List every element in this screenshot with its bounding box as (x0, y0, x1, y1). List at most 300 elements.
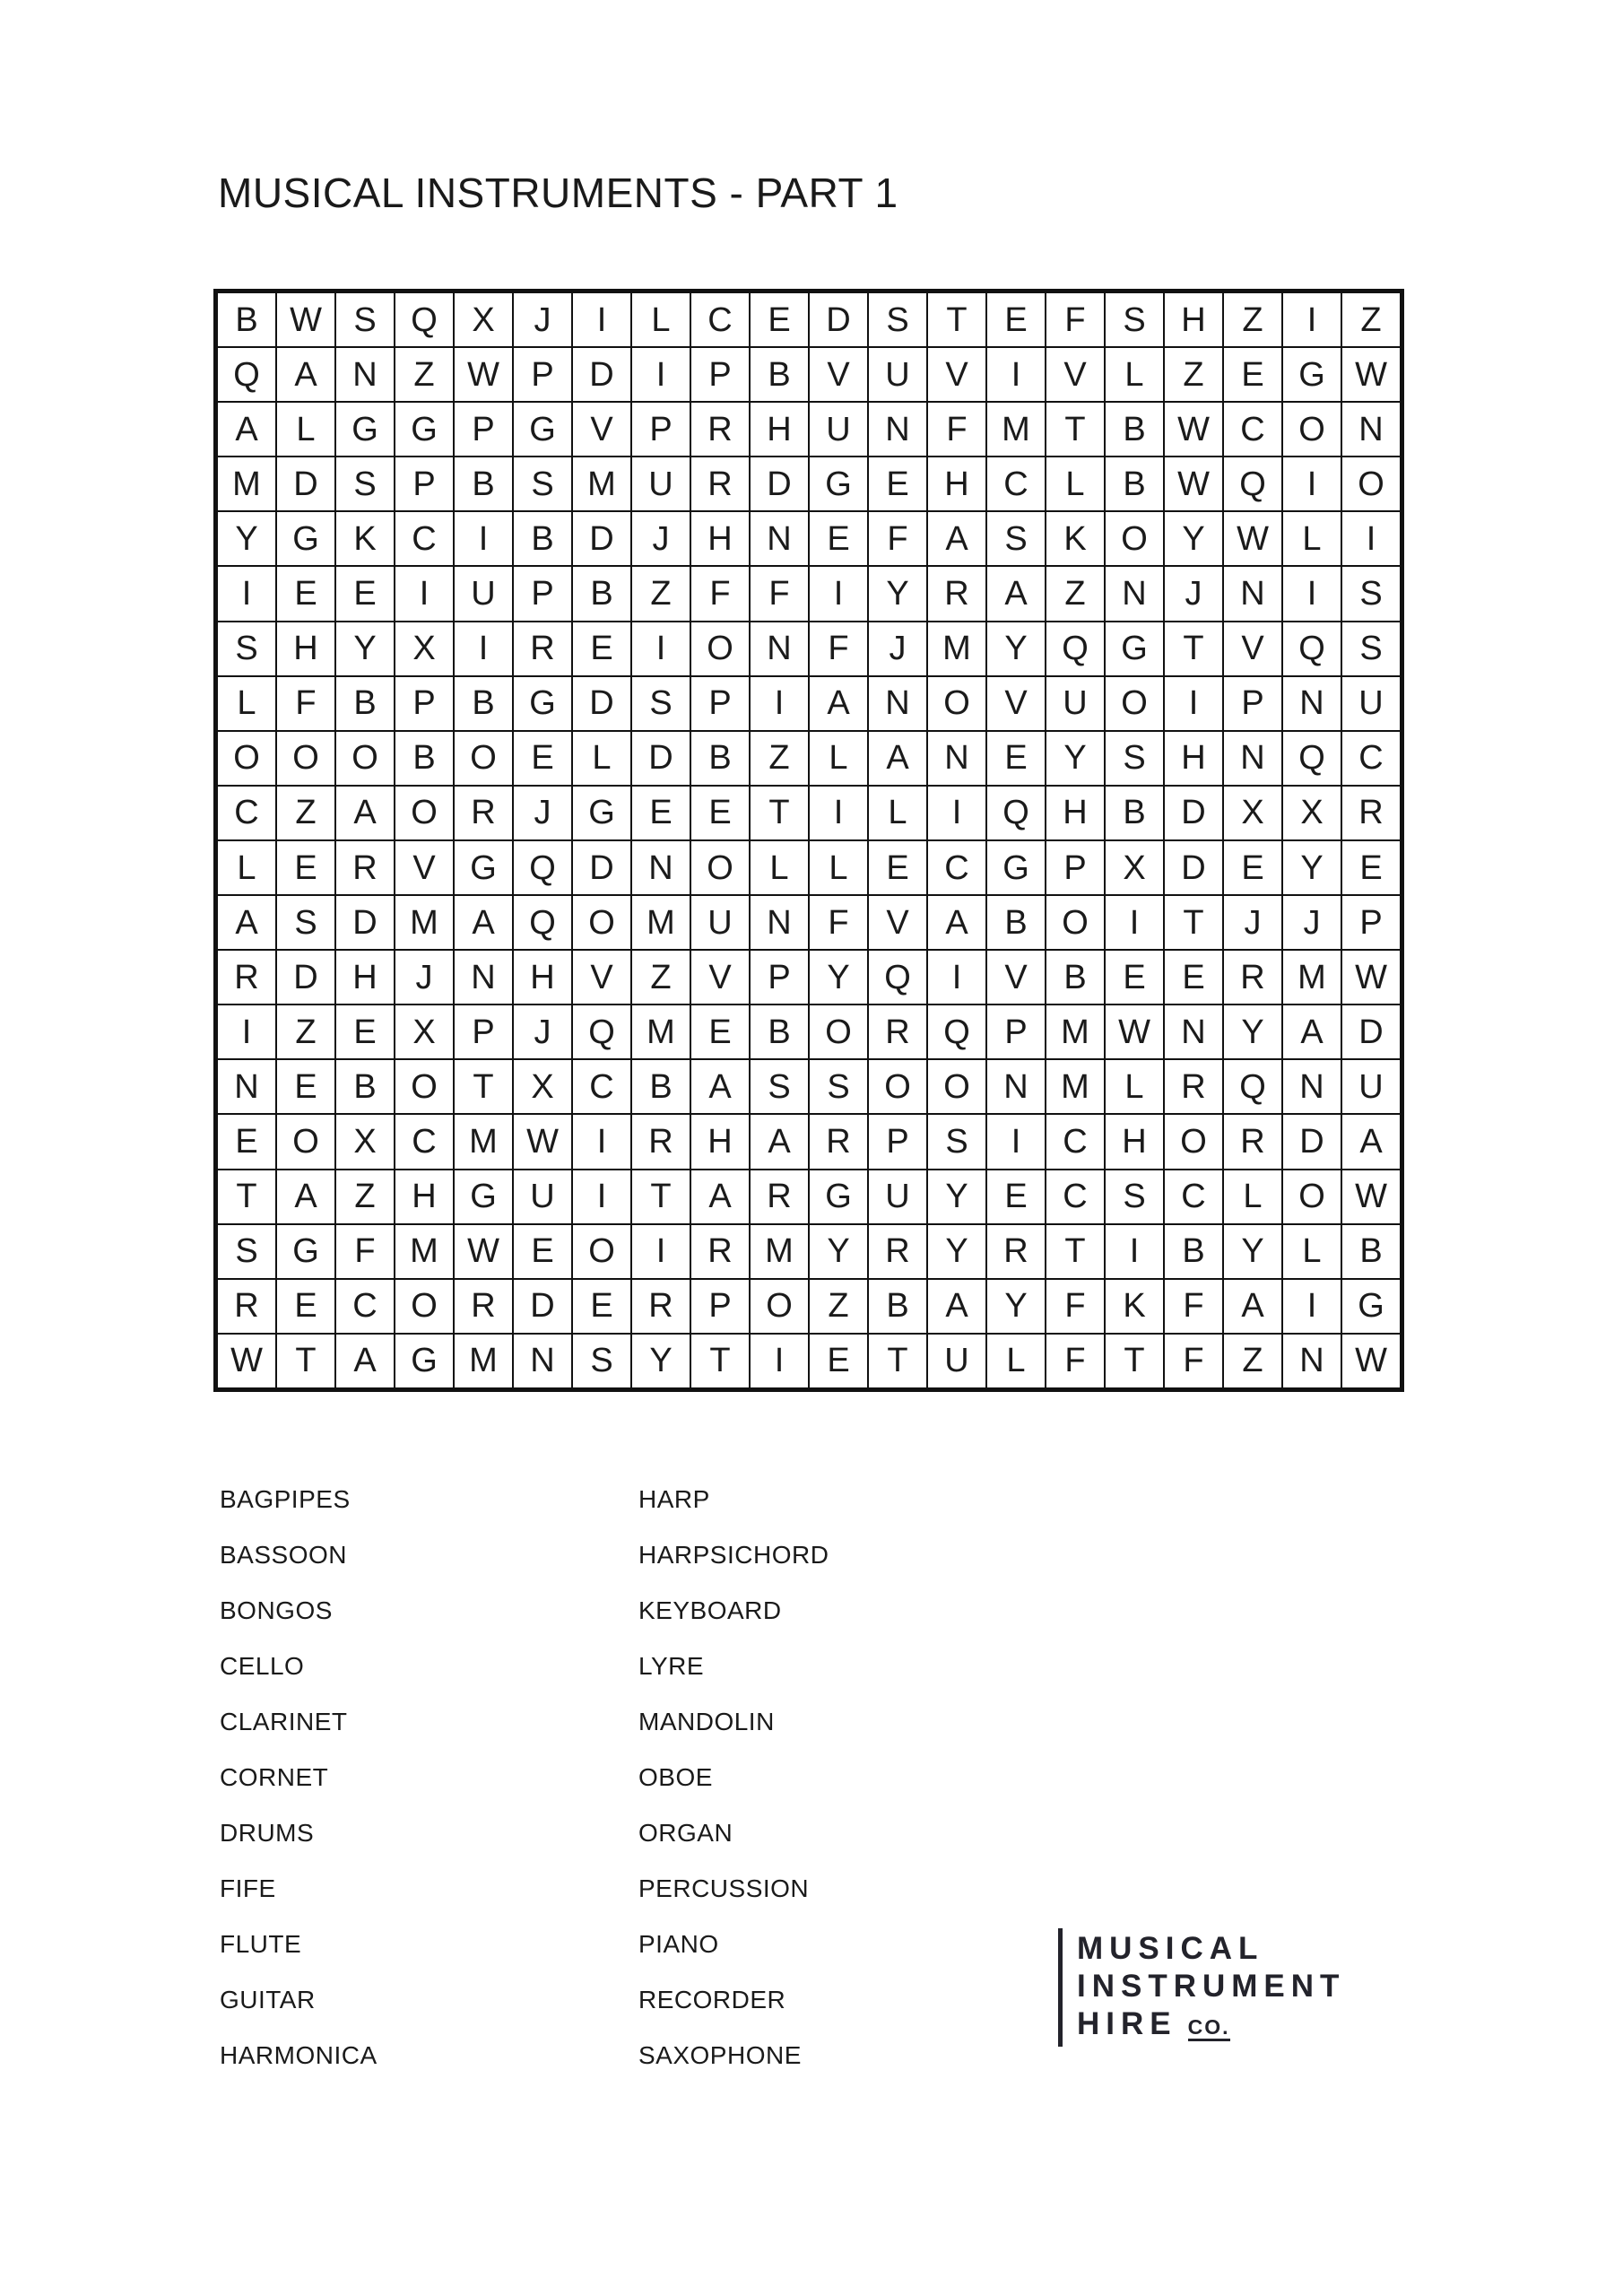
grid-cell: Y (987, 622, 1045, 675)
grid-cell: D (573, 512, 630, 565)
grid-cell: M (1046, 1060, 1104, 1113)
grid-cell: F (1046, 1280, 1104, 1333)
grid-cell: B (573, 567, 630, 620)
grid-cell: E (573, 622, 630, 675)
grid-cell: H (395, 1170, 453, 1223)
grid-cell: M (573, 457, 630, 510)
grid-cell: R (1224, 1115, 1281, 1168)
grid-cell: K (336, 512, 394, 565)
grid-cell: E (1342, 841, 1400, 894)
grid-cell: V (869, 896, 926, 949)
grid-cell: C (1165, 1170, 1222, 1223)
grid-cell: J (1165, 567, 1222, 620)
grid-cell: L (810, 841, 867, 894)
grid-cell: S (810, 1060, 867, 1113)
grid-cell: P (1342, 896, 1400, 949)
grid-cell: D (810, 293, 867, 346)
grid-cell: Z (1224, 293, 1281, 346)
grid-cell: D (632, 732, 690, 785)
grid-cell: Z (336, 1170, 394, 1223)
grid-cell: Z (632, 567, 690, 620)
grid-cell: Y (336, 622, 394, 675)
page-title: MUSICAL INSTRUMENTS - PART 1 (218, 170, 898, 216)
grid-cell: I (395, 567, 453, 620)
grid-cell: Y (1224, 1005, 1281, 1058)
grid-cell: H (277, 622, 334, 675)
grid-cell: N (751, 896, 808, 949)
grid-cell: S (1106, 293, 1163, 346)
grid-cell: O (928, 1060, 985, 1113)
grid-cell: E (277, 567, 334, 620)
grid-cell: R (218, 951, 275, 1004)
grid-cell: S (573, 1335, 630, 1387)
grid-cell: N (1224, 732, 1281, 785)
grid-cell: L (1283, 512, 1341, 565)
grid-cell: W (514, 1115, 571, 1168)
grid-cell: V (1046, 348, 1104, 401)
word-list-item: BAGPIPES (220, 1485, 351, 1513)
grid-cell: I (987, 1115, 1045, 1168)
grid-cell: Z (751, 732, 808, 785)
grid-cell: Y (928, 1225, 985, 1278)
grid-cell: D (277, 951, 334, 1004)
grid-cell: I (1165, 677, 1222, 730)
word-list-item: DRUMS (220, 1819, 315, 1847)
grid-cell: B (218, 293, 275, 346)
grid-cell: L (1283, 1225, 1341, 1278)
grid-cell: O (277, 732, 334, 785)
grid-cell: H (1106, 1115, 1163, 1168)
grid-cell: O (573, 1225, 630, 1278)
grid-cell: S (1342, 622, 1400, 675)
logo-hire-text: HIRE (1077, 2006, 1177, 2041)
grid-cell: B (1106, 403, 1163, 456)
grid-cell: G (810, 457, 867, 510)
grid-cell: S (987, 512, 1045, 565)
grid-cell: V (573, 951, 630, 1004)
grid-cell: Z (1342, 293, 1400, 346)
grid-cell: A (336, 787, 394, 839)
logo-line-musical: MUSICAL (1077, 1931, 1264, 1966)
grid-cell: E (277, 841, 334, 894)
grid-cell: R (810, 1115, 867, 1168)
grid-cell: Y (810, 1225, 867, 1278)
grid-cell: I (573, 293, 630, 346)
grid-cell: O (1283, 403, 1341, 456)
grid-cell: B (455, 457, 512, 510)
grid-cell: G (395, 403, 453, 456)
grid-cell: C (395, 512, 453, 565)
word-list-item: MANDOLIN (638, 1708, 775, 1735)
grid-cell: I (632, 1225, 690, 1278)
grid-cell: S (928, 1115, 985, 1168)
grid-cell: R (455, 1280, 512, 1333)
grid-cell: R (1165, 1060, 1222, 1113)
grid-cell: I (573, 1170, 630, 1223)
grid-cell: F (336, 1225, 394, 1278)
grid-cell: U (1342, 1060, 1400, 1113)
word-list-item: HARP (638, 1485, 710, 1513)
word-list-item: GUITAR (220, 1986, 316, 2013)
grid-cell: U (810, 403, 867, 456)
grid-cell: G (395, 1335, 453, 1387)
grid-cell: Y (218, 512, 275, 565)
grid-cell: F (928, 403, 985, 456)
grid-cell: A (1224, 1280, 1281, 1333)
grid-cell: G (987, 841, 1045, 894)
grid-cell: S (751, 1060, 808, 1113)
grid-cell: E (987, 1170, 1045, 1223)
grid-cell: R (869, 1005, 926, 1058)
grid-cell: O (277, 1115, 334, 1168)
grid-cell: W (1342, 348, 1400, 401)
grid-cell: Q (1046, 622, 1104, 675)
grid-cell: D (573, 677, 630, 730)
grid-cell: A (928, 896, 985, 949)
grid-cell: O (395, 787, 453, 839)
grid-cell: N (1283, 1060, 1341, 1113)
logo-co-text: CO. (1188, 2017, 1230, 2041)
grid-cell: L (218, 677, 275, 730)
grid-cell: V (810, 348, 867, 401)
grid-cell: G (514, 403, 571, 456)
grid-cell: F (869, 512, 926, 565)
grid-cell: B (751, 1005, 808, 1058)
grid-cell: J (514, 293, 571, 346)
grid-cell: F (1165, 1280, 1222, 1333)
grid-cell: L (1106, 1060, 1163, 1113)
grid-cell: E (810, 512, 867, 565)
grid-cell: N (514, 1335, 571, 1387)
grid-cell: N (1283, 677, 1341, 730)
grid-cell: O (573, 896, 630, 949)
grid-cell: V (395, 841, 453, 894)
word-search-grid (213, 289, 1404, 1392)
grid-cell: M (928, 622, 985, 675)
grid-cell: B (1106, 457, 1163, 510)
grid-cell: T (1046, 1225, 1104, 1278)
grid-cell: O (395, 1280, 453, 1333)
grid-cell: M (632, 1005, 690, 1058)
grid-cell: L (1224, 1170, 1281, 1223)
grid-cell: A (336, 1335, 394, 1387)
grid-cell: Q (1283, 732, 1341, 785)
grid-cell: A (277, 348, 334, 401)
grid-cell: X (1224, 787, 1281, 839)
grid-cell: L (1106, 348, 1163, 401)
grid-cell: B (1106, 787, 1163, 839)
grid-cell: E (514, 732, 571, 785)
grid-cell: W (218, 1335, 275, 1387)
grid-cell: N (218, 1060, 275, 1113)
grid-cell: U (455, 567, 512, 620)
grid-cell: C (573, 1060, 630, 1113)
grid-cell: X (395, 1005, 453, 1058)
grid-cell: S (869, 293, 926, 346)
grid-cell: B (514, 512, 571, 565)
grid-cell: I (928, 951, 985, 1004)
grid-cell: I (632, 622, 690, 675)
grid-cell: O (218, 732, 275, 785)
grid-cell: E (514, 1225, 571, 1278)
grid-cell: J (395, 951, 453, 1004)
grid-cell: L (987, 1335, 1045, 1387)
grid-cell: O (1283, 1170, 1341, 1223)
grid-cell: N (869, 403, 926, 456)
grid-cell: T (869, 1335, 926, 1387)
word-list-item: FIFE (220, 1874, 276, 1902)
grid-cell: V (928, 348, 985, 401)
grid-cell: J (514, 787, 571, 839)
grid-cell: Q (928, 1005, 985, 1058)
grid-cell: N (1165, 1005, 1222, 1058)
grid-cell: P (691, 1280, 749, 1333)
grid-cell: V (691, 951, 749, 1004)
grid-cell: N (1106, 567, 1163, 620)
grid-cell: M (455, 1115, 512, 1168)
grid-cell: E (573, 1280, 630, 1333)
grid-cell: E (1165, 951, 1222, 1004)
grid-cell: G (277, 1225, 334, 1278)
grid-cell: A (1342, 1115, 1400, 1168)
grid-cell: L (1046, 457, 1104, 510)
grid-cell: N (336, 348, 394, 401)
grid-cell: M (218, 457, 275, 510)
grid-cell: C (928, 841, 985, 894)
grid-cell: B (1342, 1225, 1400, 1278)
grid-cell: E (751, 293, 808, 346)
grid-cell: M (751, 1225, 808, 1278)
word-list-item: BONGOS (220, 1596, 333, 1624)
grid-cell: B (395, 732, 453, 785)
grid-cell: P (455, 403, 512, 456)
grid-cell: O (691, 841, 749, 894)
grid-cell: T (277, 1335, 334, 1387)
grid-cell: R (218, 1280, 275, 1333)
grid-cell: V (987, 677, 1045, 730)
grid-cell: T (928, 293, 985, 346)
grid-cell: N (987, 1060, 1045, 1113)
grid-cell: C (218, 787, 275, 839)
grid-cell: Y (1046, 732, 1104, 785)
grid-cell: J (1283, 896, 1341, 949)
grid-cell: T (1046, 403, 1104, 456)
grid-cell: D (1165, 841, 1222, 894)
grid-cell: C (987, 457, 1045, 510)
grid-cell: Y (1224, 1225, 1281, 1278)
grid-cell: K (1046, 512, 1104, 565)
grid-cell: X (395, 622, 453, 675)
grid-cell: Q (1224, 457, 1281, 510)
grid-cell: D (573, 841, 630, 894)
grid-cell: G (1342, 1280, 1400, 1333)
grid-cell: G (1106, 622, 1163, 675)
grid-cell: I (455, 512, 512, 565)
word-list-item: PERCUSSION (638, 1874, 810, 1902)
grid-cell: G (1283, 348, 1341, 401)
grid-cell: Q (987, 787, 1045, 839)
grid-cell: A (691, 1060, 749, 1113)
grid-cell: C (336, 1280, 394, 1333)
grid-cell: W (1165, 457, 1222, 510)
grid-cell: Z (632, 951, 690, 1004)
grid-cell: Y (928, 1170, 985, 1223)
grid-cell: W (1165, 403, 1222, 456)
grid-cell: G (514, 677, 571, 730)
word-list-item: RECORDER (638, 1986, 786, 2013)
grid-cell: L (632, 293, 690, 346)
grid-cell: O (1106, 512, 1163, 565)
grid-cell: P (1224, 677, 1281, 730)
grid-cell: C (395, 1115, 453, 1168)
grid-cell: U (514, 1170, 571, 1223)
grid-cell: C (1046, 1170, 1104, 1223)
grid-cell: A (455, 896, 512, 949)
grid-cell: M (1046, 1005, 1104, 1058)
grid-cell: W (1342, 1335, 1400, 1387)
grid-cell: O (1106, 677, 1163, 730)
grid-cell: Q (395, 293, 453, 346)
grid-cell: P (691, 677, 749, 730)
grid-cell: W (1224, 512, 1281, 565)
grid-cell: S (1106, 1170, 1163, 1223)
grid-cell: I (928, 787, 985, 839)
grid-cell: I (1283, 457, 1341, 510)
word-list-item: KEYBOARD (638, 1596, 782, 1624)
grid-cell: D (514, 1280, 571, 1333)
grid-cell: N (928, 732, 985, 785)
word-list-item: BASSOON (220, 1541, 347, 1569)
grid-cell: Y (632, 1335, 690, 1387)
grid-cell: I (1106, 896, 1163, 949)
grid-cell: I (455, 622, 512, 675)
grid-cell: W (1342, 951, 1400, 1004)
grid-cell: A (987, 567, 1045, 620)
grid-cell: S (336, 457, 394, 510)
grid-cell: W (277, 293, 334, 346)
grid-cell: I (810, 567, 867, 620)
grid-cell: F (810, 896, 867, 949)
grid-cell: N (751, 622, 808, 675)
grid-cell: N (1283, 1335, 1341, 1387)
grid-cell: B (987, 896, 1045, 949)
grid-cell: P (395, 457, 453, 510)
grid-cell: G (455, 841, 512, 894)
grid-cell: Q (514, 841, 571, 894)
grid-cell: O (869, 1060, 926, 1113)
grid-cell: B (1046, 951, 1104, 1004)
grid-cell: N (455, 951, 512, 1004)
grid-cell: J (632, 512, 690, 565)
grid-cell: F (751, 567, 808, 620)
grid-cell: E (1224, 841, 1281, 894)
grid-cell: X (514, 1060, 571, 1113)
grid-cell: S (632, 677, 690, 730)
grid-cell: O (336, 732, 394, 785)
grid-cell: M (987, 403, 1045, 456)
grid-cell: M (395, 896, 453, 949)
grid-cell: I (751, 677, 808, 730)
grid-cell: C (691, 293, 749, 346)
grid-cell: E (987, 293, 1045, 346)
grid-cell: U (928, 1335, 985, 1387)
grid-cell: H (336, 951, 394, 1004)
grid-cell: P (869, 1115, 926, 1168)
grid-cell: E (869, 457, 926, 510)
grid-cell: U (1342, 677, 1400, 730)
grid-cell: T (218, 1170, 275, 1223)
grid-cell: W (1342, 1170, 1400, 1223)
word-list-item: CLARINET (220, 1708, 348, 1735)
grid-cell: A (277, 1170, 334, 1223)
grid-cell: R (691, 403, 749, 456)
grid-cell: E (277, 1060, 334, 1113)
grid-cell: R (1342, 787, 1400, 839)
grid-cell: K (1106, 1280, 1163, 1333)
grid-cell: D (1342, 1005, 1400, 1058)
grid-cell: B (751, 348, 808, 401)
grid-cell: L (573, 732, 630, 785)
grid-cell: V (987, 951, 1045, 1004)
grid-cell: S (514, 457, 571, 510)
grid-cell: O (1046, 896, 1104, 949)
grid-cell: B (632, 1060, 690, 1113)
grid-cell: L (810, 732, 867, 785)
grid-cell: H (691, 512, 749, 565)
grid-cell: R (336, 841, 394, 894)
grid-cell: G (336, 403, 394, 456)
grid-cell: E (336, 1005, 394, 1058)
grid-cell: R (514, 622, 571, 675)
grid-cell: D (1283, 1115, 1341, 1168)
grid-cell: W (455, 1225, 512, 1278)
grid-cell: T (1106, 1335, 1163, 1387)
grid-cell: Z (1224, 1335, 1281, 1387)
grid-cell: R (1224, 951, 1281, 1004)
grid-cell: S (1342, 567, 1400, 620)
grid-cell: X (1283, 787, 1341, 839)
grid-cell: F (1165, 1335, 1222, 1387)
grid-cell: Q (573, 1005, 630, 1058)
grid-cell: M (1283, 951, 1341, 1004)
grid-cell: F (277, 677, 334, 730)
grid-cell: Q (1224, 1060, 1281, 1113)
grid-cell: O (691, 622, 749, 675)
grid-cell: Z (810, 1280, 867, 1333)
grid-cell: J (1224, 896, 1281, 949)
grid-cell: S (218, 622, 275, 675)
grid-cell: A (810, 677, 867, 730)
grid-cell: R (632, 1280, 690, 1333)
grid-cell: Y (1165, 512, 1222, 565)
grid-cell: V (1224, 622, 1281, 675)
grid-cell: M (632, 896, 690, 949)
word-list-item: HARPSICHORD (638, 1541, 829, 1569)
grid-cell: R (632, 1115, 690, 1168)
word-list-item: ORGAN (638, 1819, 733, 1847)
word-list-item: LYRE (638, 1652, 705, 1680)
grid-cell: J (869, 622, 926, 675)
grid-cell: P (1046, 841, 1104, 894)
grid-cell: R (987, 1225, 1045, 1278)
grid-cell: C (1046, 1115, 1104, 1168)
grid-cell: U (691, 896, 749, 949)
grid-cell: I (1342, 512, 1400, 565)
grid-cell: T (632, 1170, 690, 1223)
grid-cell: S (1106, 732, 1163, 785)
grid-cell: Y (810, 951, 867, 1004)
grid-cell: O (751, 1280, 808, 1333)
